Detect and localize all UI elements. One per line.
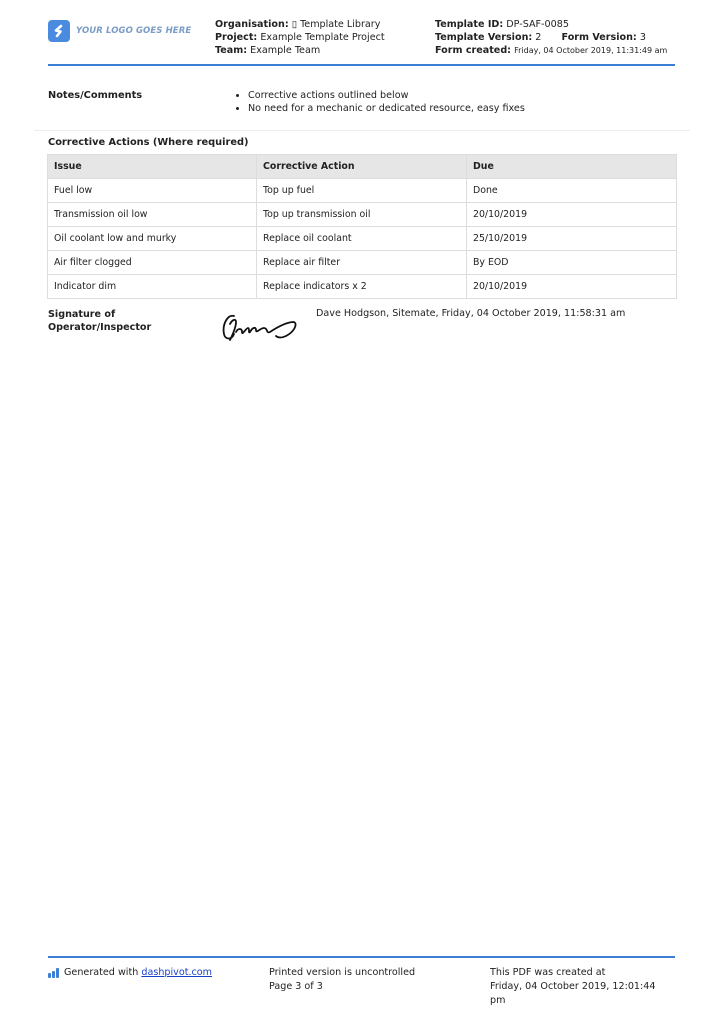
- table-header-row: [48, 155, 677, 179]
- table-row: [48, 275, 677, 299]
- template-id-row: [435, 18, 667, 31]
- cell-issue: Indicator dim: [48, 275, 257, 299]
- signature-details: Dave Hodgson, Sitemate, Friday, 04 October 2019, 11:58:31 am: [316, 308, 626, 319]
- table-row: [48, 179, 677, 203]
- generated-with: [48, 966, 212, 980]
- organisation-row: [215, 18, 385, 31]
- header-meta-template: [435, 18, 667, 57]
- footer-control-info: [269, 966, 415, 994]
- cell-issue: Fuel low: [48, 179, 257, 203]
- template-version-label: Template Version:: [435, 32, 533, 43]
- signature-label-line2: Operator/Inspector: [48, 322, 152, 333]
- page-number: Page 3 of 3: [269, 981, 323, 992]
- notes-list: [234, 89, 525, 115]
- notes-item: • No need for a mechanic or dedicated resource, easy fixes: [248, 102, 525, 115]
- column-header-issue: Issue: [48, 155, 257, 179]
- pdf-created-line1: This PDF was created at: [490, 967, 606, 978]
- pdf-created-line2: Friday, 04 October 2019, 12:01:44: [490, 981, 656, 992]
- pdf-created-info: [490, 966, 690, 1008]
- template-version-value: 2: [535, 32, 542, 43]
- generated-prefix: Generated with: [64, 967, 139, 978]
- dashpivot-link[interactable]: dashpivot.com: [141, 967, 213, 978]
- project-label: Project:: [215, 32, 258, 43]
- form-version-label: Form Version:: [561, 32, 637, 43]
- notes-label: Notes/Comments: [48, 90, 143, 101]
- cell-due: Done: [467, 179, 677, 203]
- cell-due: 20/10/2019: [467, 203, 677, 227]
- project-row: [215, 31, 385, 44]
- signature-label-line1: Signature of: [48, 309, 116, 320]
- team-value: Example Team: [250, 45, 321, 56]
- table-row: [48, 251, 677, 275]
- header-divider: [48, 64, 675, 66]
- cell-action: Top up transmission oil: [257, 203, 467, 227]
- uncontrolled-notice: Printed version is uncontrolled: [269, 967, 416, 978]
- form-created-value: Friday, 04 October 2019, 11:31:49 am: [514, 46, 668, 55]
- cell-action: Replace indicators x 2: [257, 275, 467, 299]
- signature-image: [220, 310, 300, 347]
- cell-issue: Oil coolant low and murky: [48, 227, 257, 251]
- version-row: [435, 31, 667, 44]
- section-divider: [34, 130, 690, 131]
- column-header-due: Due: [467, 155, 677, 179]
- signature-label: [48, 308, 151, 334]
- logo-text: YOUR LOGO GOES HERE: [76, 26, 192, 36]
- cell-due: By EOD: [467, 251, 677, 275]
- template-id-value: DP-SAF-0085: [506, 19, 569, 30]
- corrective-actions-title: Corrective Actions (Where required): [48, 137, 249, 148]
- table-row: [48, 227, 677, 251]
- document-header: [48, 16, 676, 64]
- notes-item: • Corrective actions outlined below: [248, 89, 525, 102]
- team-label: Team:: [215, 45, 248, 56]
- cell-issue: Air filter clogged: [48, 251, 257, 275]
- corrective-actions-table: [47, 154, 677, 299]
- team-row: [215, 44, 385, 57]
- cell-due: 25/10/2019: [467, 227, 677, 251]
- organisation-value: ▯ Template Library: [291, 19, 381, 30]
- logo: [48, 20, 191, 42]
- form-version-value: 3: [639, 32, 646, 43]
- form-created-label: Form created:: [435, 45, 512, 56]
- cell-action: Top up fuel: [257, 179, 467, 203]
- project-value: Example Template Project: [260, 32, 385, 43]
- cell-action: Replace oil coolant: [257, 227, 467, 251]
- cell-action: Replace air filter: [257, 251, 467, 275]
- template-id-label: Template ID:: [435, 19, 504, 30]
- organisation-label: Organisation:: [215, 19, 289, 30]
- table-row: [48, 203, 677, 227]
- column-header-corrective-action: Corrective Action: [257, 155, 467, 179]
- logo-icon: [48, 20, 70, 42]
- cell-due: 20/10/2019: [467, 275, 677, 299]
- pdf-created-line3: pm: [490, 995, 506, 1006]
- footer-divider: [48, 956, 675, 958]
- bar-chart-icon: [48, 968, 59, 978]
- form-created-row: [435, 44, 667, 57]
- cell-issue: Transmission oil low: [48, 203, 257, 227]
- header-meta-project: [215, 18, 385, 57]
